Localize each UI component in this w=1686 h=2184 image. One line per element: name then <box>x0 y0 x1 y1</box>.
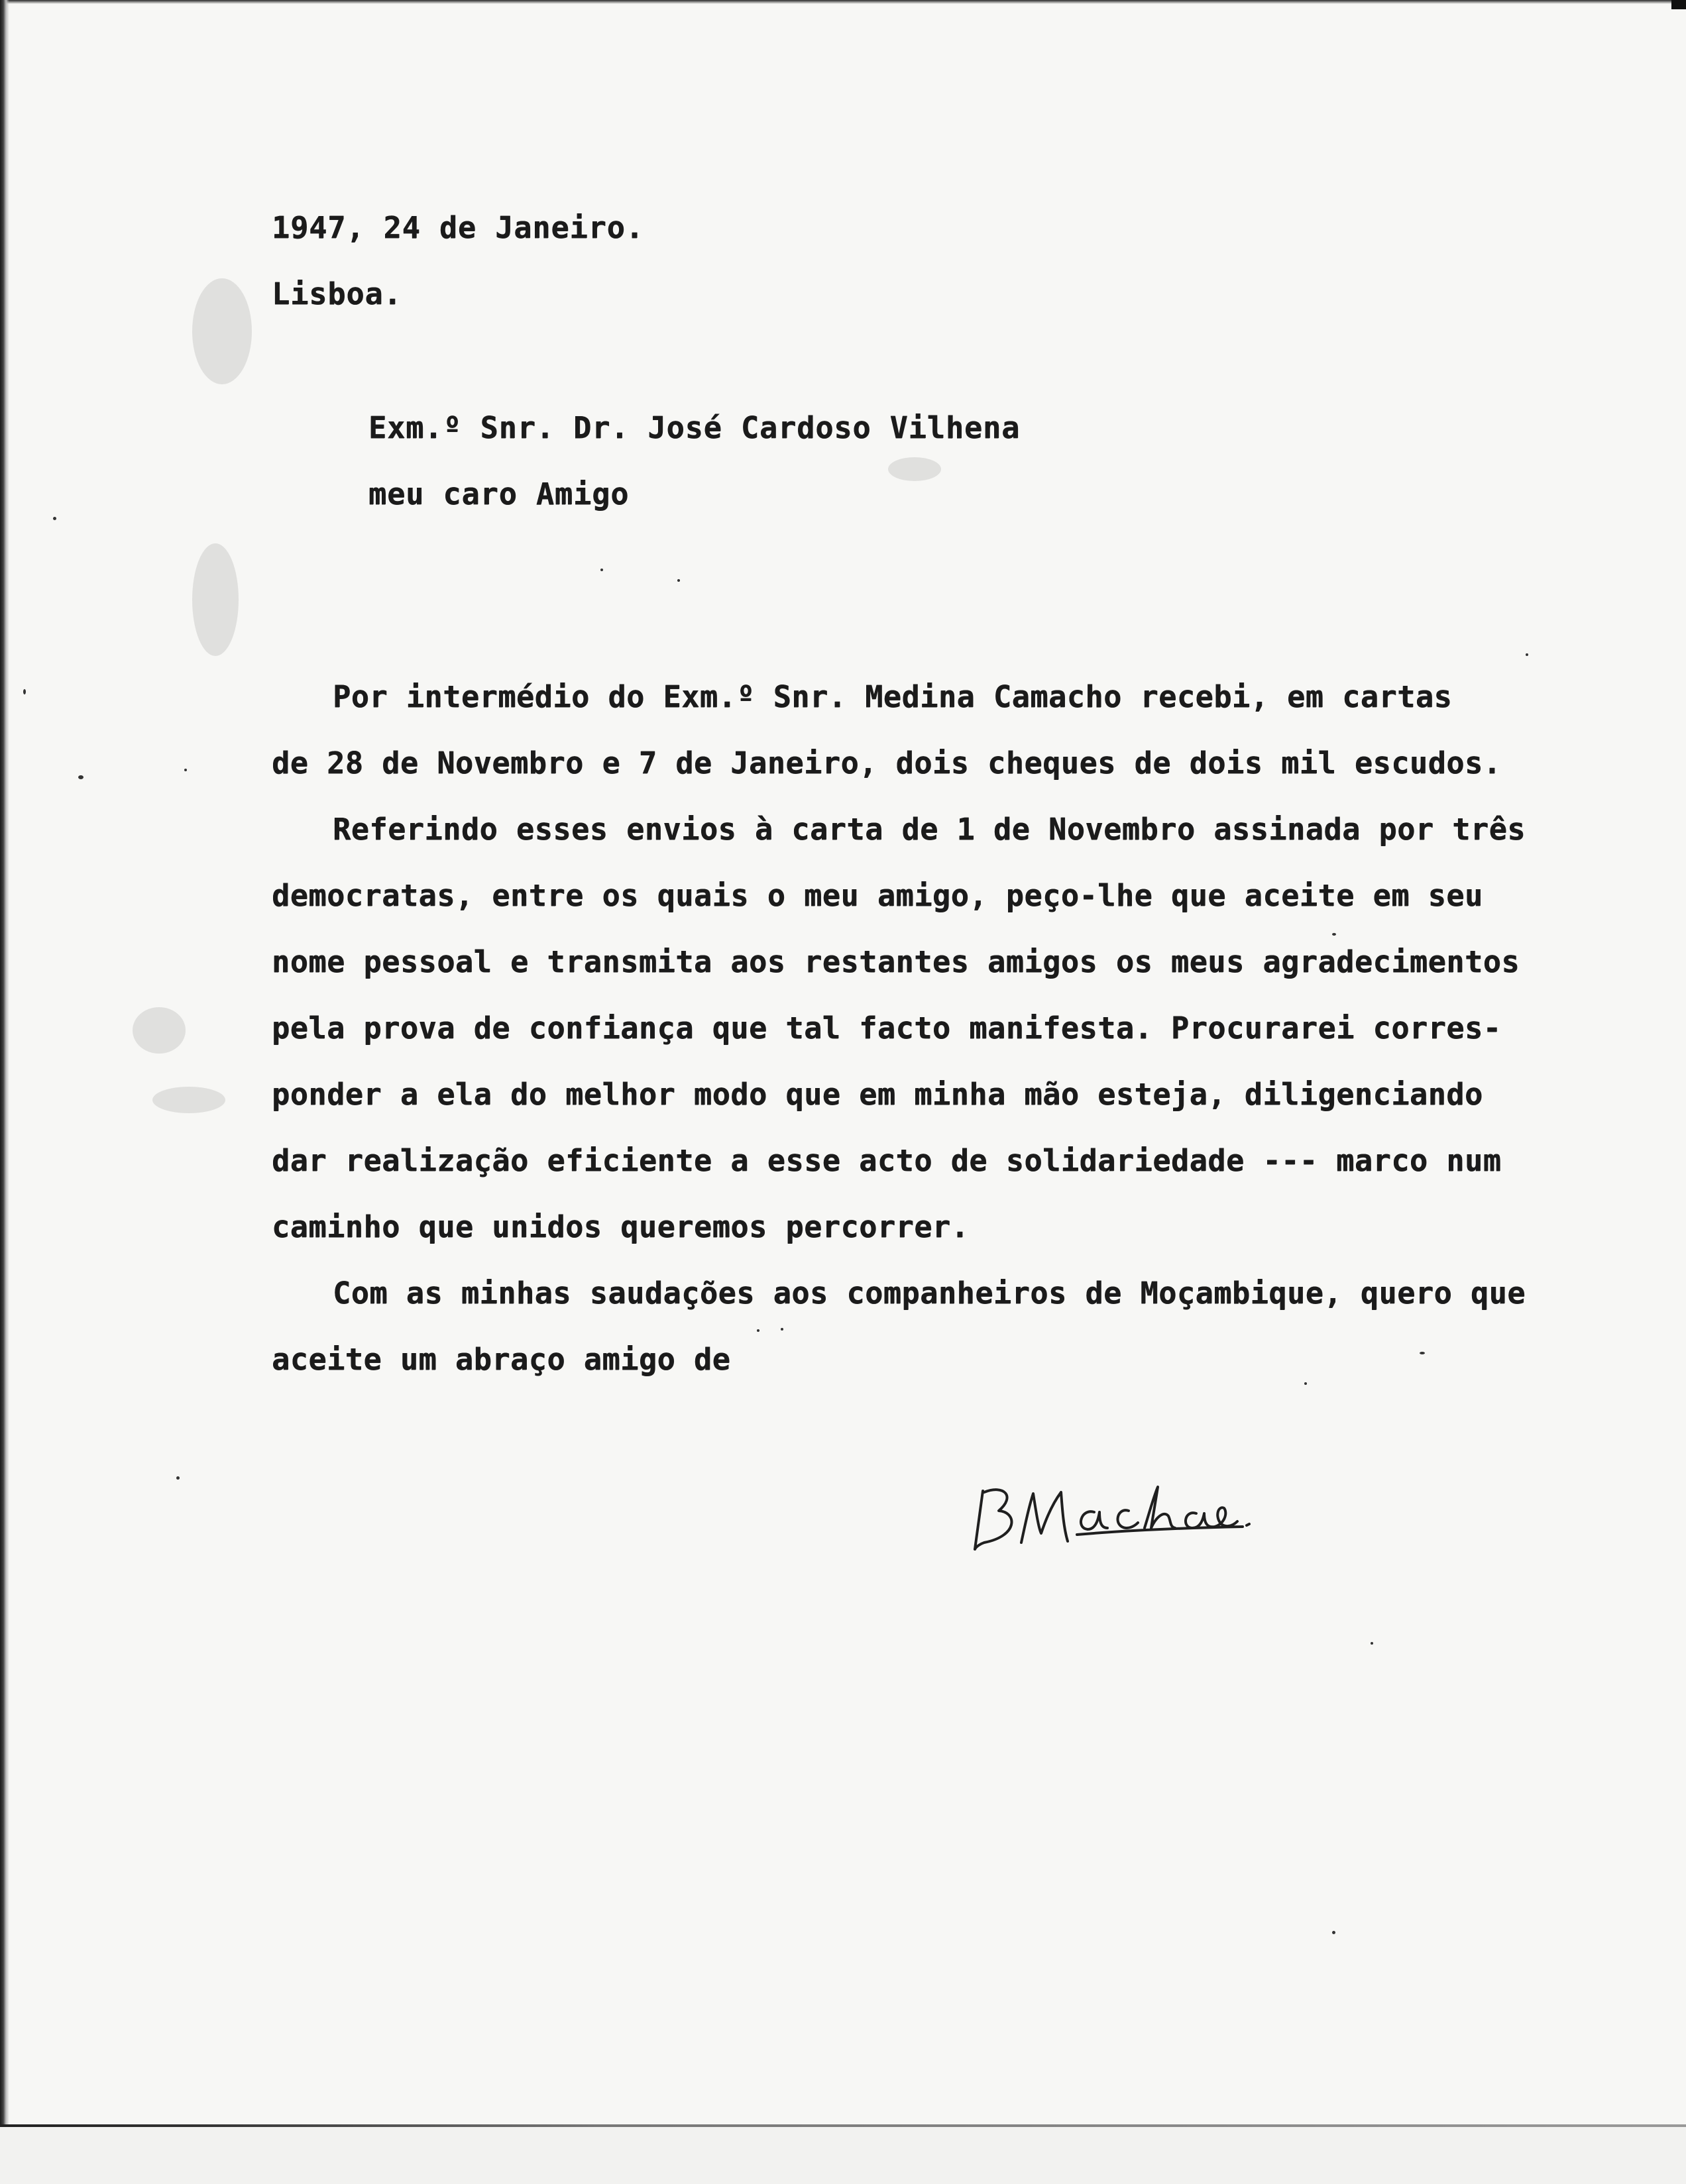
scan-smudge <box>888 457 941 481</box>
scan-speck <box>53 517 56 520</box>
scan-edge-top <box>0 0 1686 4</box>
scan-speck <box>1304 1382 1307 1385</box>
letter-date: 1947, 24 de Janeiro. <box>272 210 644 245</box>
letter-salutation: meu caro Amigo <box>368 476 630 512</box>
scan-edge-mark <box>1671 0 1686 9</box>
scan-bottom-margin <box>0 2127 1686 2184</box>
letter-body <box>272 677 1630 1399</box>
scan-speck <box>677 579 680 582</box>
body-line: pela prova de confiança que tal facto manifesta. Procurarei corres- <box>272 1010 1502 1046</box>
scan-speck <box>1526 653 1528 656</box>
scan-speck <box>1332 933 1336 936</box>
scan-speck <box>1371 1642 1373 1645</box>
letter-addressee: Exm.º Snr. Dr. José Cardoso Vilhena <box>368 410 1021 445</box>
scan-speck <box>184 769 187 771</box>
body-line: Referindo esses envios à carta de 1 de Novembro assinada por três <box>333 812 1526 847</box>
scan-edge-left <box>0 0 9 2184</box>
body-line: Por intermédio do Exm.º Snr. Medina Camacho recebi, em cartas <box>333 679 1453 714</box>
body-line: aceite um abraço amigo de <box>272 1342 731 1377</box>
body-line: de 28 de Novembro e 7 de Janeiro, dois cheques de dois mil escudos. <box>272 745 1502 781</box>
scan-speck <box>176 1476 180 1480</box>
body-line: ponder a ela do melhor modo que em minha mão esteja, diligenciando <box>272 1077 1483 1112</box>
scan-smudge <box>152 1087 225 1113</box>
scan-speck <box>781 1328 783 1331</box>
scan-speck <box>23 689 26 694</box>
body-line: dar realização eficiente a esse acto de solidariedade --- marco num <box>272 1143 1502 1178</box>
scan-speck <box>78 775 84 779</box>
body-line: Com as minhas saudações aos companheiros de Moçambique, quero que <box>333 1276 1526 1311</box>
letter-place: Lisboa. <box>272 276 402 311</box>
scan-smudge <box>192 278 252 384</box>
scan-speck <box>757 1329 759 1332</box>
scan-smudge <box>133 1007 186 1054</box>
body-line: democratas, entre os quais o meu amigo, peço-lhe que aceite em seu <box>272 878 1483 913</box>
scan-speck <box>1332 1931 1335 1934</box>
scan-speck <box>600 569 603 571</box>
body-line: nome pessoal e transmita aos restantes amigos os meus agradecimentos <box>272 944 1520 979</box>
scan-smudge <box>192 543 239 656</box>
body-line: caminho que unidos queremos percorrer. <box>272 1209 970 1244</box>
scan-speck <box>1420 1352 1425 1354</box>
handwritten-signature <box>964 1464 1256 1564</box>
